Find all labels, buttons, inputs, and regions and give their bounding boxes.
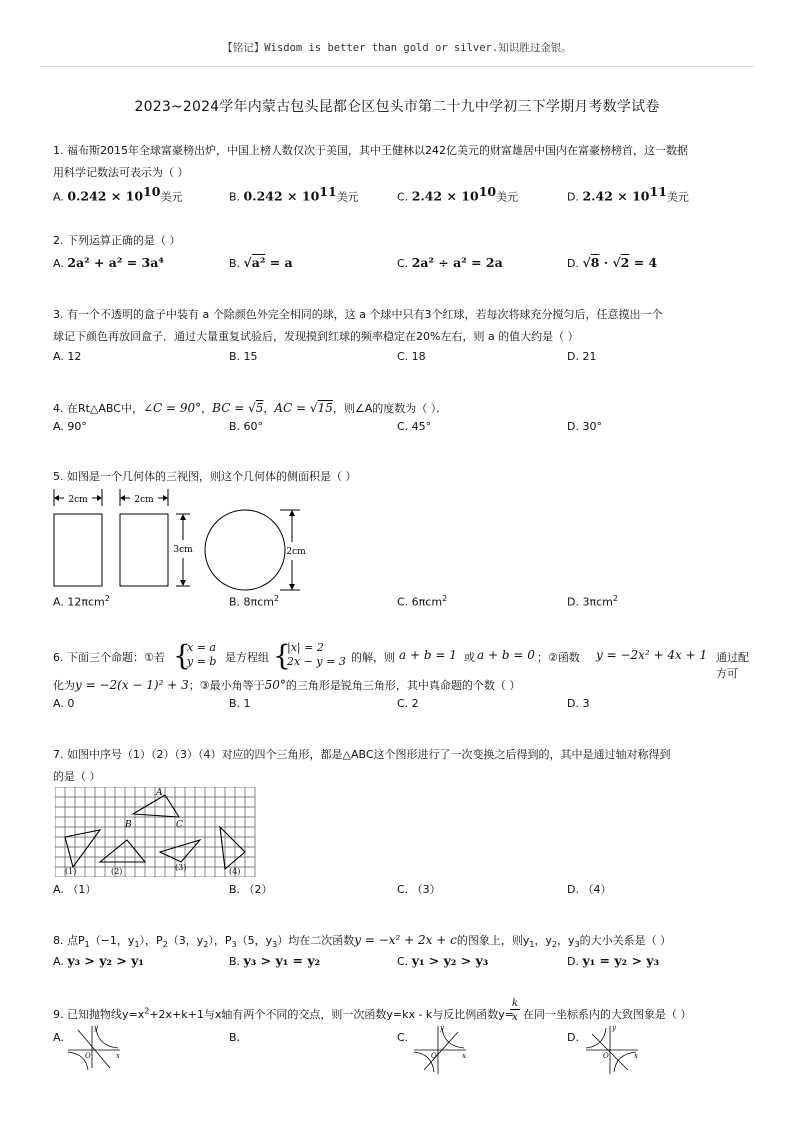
origin-label: O (603, 1052, 609, 1060)
height-label: 3cm (173, 545, 193, 555)
label-2: (2) (111, 867, 123, 876)
question-8: 8. 点$P_1(-1$，$y_1$），$P_2(3$，$y_2$），$P_3(5$，$y_3$）均在二次函数y = −x² + 2x + c的图象上，则$y_1$，$y_2$，$y_3$的大小关系是（ ） (53, 933, 672, 950)
q6-option-c[interactable]: C. 2 (397, 697, 419, 710)
q4-option-b[interactable]: B. 60° (229, 420, 264, 433)
q4-options (53, 420, 743, 440)
vertex-b-label: B (125, 820, 132, 830)
triangle-3 (160, 840, 200, 862)
question-1 (53, 140, 743, 184)
q6-option-a[interactable]: A. 0 (53, 697, 75, 710)
axis-y-label: y (94, 1024, 98, 1032)
q7-option-b[interactable]: B. （2） (229, 883, 273, 896)
q9-graph-a (64, 1022, 124, 1072)
axis-x-label: x (462, 1052, 466, 1060)
q7-line1: 7. 如图中序号（1）（2）（3）（4）对应的四个三角形，都是△ABC这个图形进行了一次变换之后得到的，其中是通过轴对称得到 (53, 748, 671, 761)
side-width-label: 2cm (134, 495, 154, 505)
q8-options (53, 953, 743, 973)
front-width-label: 2cm (68, 495, 88, 505)
question-9: 9. 已知抛物线$y=x^2+2x+k+1$与x轴有两个不同的交点，则一次函数y=kx - k与反比例函数y= k x 在同一坐标系内的大致图象是（ ） (53, 998, 692, 1023)
q3-option-a[interactable]: A. 12 (53, 350, 82, 363)
q3-option-c[interactable]: C. 18 (397, 350, 426, 363)
q3-option-b[interactable]: B. 15 (229, 350, 258, 363)
diameter-label: 2cm (286, 547, 306, 557)
q4-stem: 4. 在Rt△ABC中，∠C = 90°，BC = √5，AC = √15，则∠A的度数为（ ）． (53, 401, 448, 415)
q7-options (53, 881, 743, 901)
q1-options (53, 184, 743, 204)
axis-x-label: x (634, 1052, 638, 1060)
q8-option-c[interactable]: C. y₁ > y₂ > y₃ (397, 953, 489, 968)
vertex-c-label: C (176, 820, 183, 830)
q2-stem: 2. 下列运算正确的是（ ） (53, 234, 181, 247)
q7-option-c[interactable]: C. （3） (397, 883, 441, 896)
q4-option-c[interactable]: C. 45° (397, 420, 432, 433)
q5-options (53, 594, 743, 614)
origin-label: O (431, 1052, 437, 1060)
top-view-circle (205, 510, 285, 590)
q8-option-a[interactable]: A. y₃ > y₂ > y₁ (53, 953, 144, 968)
question-7 (53, 744, 743, 788)
origin-label: O (85, 1052, 91, 1060)
q1-option-c[interactable]: C. $2.42 \times 10^{10}$美元 (397, 184, 519, 204)
q5-option-b[interactable]: B. 8πcm$^2$ (229, 594, 280, 609)
page-title: 2023~2024学年内蒙古包头昆都仑区包头市第二十九中学初三下学期月考数学试卷 (134, 99, 660, 115)
front-view-rect (54, 514, 102, 586)
q5-stem: 5. 如图是一个几何体的三视图，则这个几何体的侧面积是（ ） (53, 470, 357, 483)
triangle-2 (100, 840, 145, 862)
q8-option-d[interactable]: D. y₁ = y₂ > y₃ (567, 953, 660, 968)
q1-line2: 用科学记数法可表示为（ ） (53, 166, 189, 179)
question-2 (53, 230, 743, 252)
three-view-figure (50, 486, 320, 592)
transformation-grid-figure (55, 787, 265, 877)
q9-option-b[interactable]: B. (229, 1031, 241, 1044)
q5-option-c[interactable]: C. 6πcm$^2$ (397, 594, 448, 609)
q3-option-d[interactable]: D. 21 (567, 350, 597, 363)
q1-option-d[interactable]: D. $2.42 \times 10^{11}$美元 (567, 184, 689, 204)
q1-option-a[interactable]: A. $0.242 \times 10^{10}$美元 (53, 184, 183, 204)
question-6-line2: 化为y = −2(x − 1)² + 3；③最小角等于50°的三角形是锐角三角形，其中真命题的个数（ ） (53, 678, 521, 692)
header-divider (40, 66, 754, 67)
q7-option-d[interactable]: D. （4） (567, 883, 612, 896)
q3-options (53, 350, 743, 370)
q2-option-c[interactable]: C. 2a² ÷ a² = 2a (397, 255, 503, 270)
question-6-line1: 6. 下面三个命题：①若 { x = a y = b 是方程组 { |x| = 2 2x − y = 3 的解，则 a + b = 1 或 a + b = 0 ；②函数 y = −2x² + 4x + 1 通过配方可 (53, 639, 749, 680)
q2-options (53, 255, 743, 275)
q9-option-a[interactable]: A. (53, 1031, 64, 1044)
vertex-a-label: A (156, 788, 163, 798)
q7-option-a[interactable]: A. （1） (53, 883, 97, 896)
axis-x-label: x (116, 1052, 120, 1060)
q6-option-b[interactable]: B. 1 (229, 697, 251, 710)
triangle-abc (133, 795, 179, 817)
q7-line2: 的是（ ） (53, 770, 101, 783)
q2-option-d[interactable]: D. √8 · √2 = 4 (567, 255, 658, 270)
question-4 (53, 397, 743, 420)
q1-option-b[interactable]: B. $0.242 \times 10^{11}$美元 (229, 184, 359, 204)
label-3: (3) (175, 863, 187, 872)
q8-option-b[interactable]: B. y₃ > y₁ = y₂ (229, 953, 321, 968)
question-3 (53, 304, 743, 348)
triangle-4 (220, 827, 245, 869)
q6-option-d[interactable]: D. 3 (567, 697, 590, 710)
q2-option-b[interactable]: B. √a² = a (229, 255, 293, 270)
q2-option-a[interactable]: A. 2a² + a² = 3a⁴ (53, 255, 164, 270)
q9-option-c[interactable]: C. (397, 1031, 409, 1044)
q3-line1: 3. 有一个不透明的盒子中装有 a 个除颜色外完全相同的球，这 a 个球中只有3个红球，若每次将球充分搅匀后，任意摸出一个 (53, 308, 663, 321)
q6-options (53, 697, 743, 717)
axis-y-label: y (612, 1024, 616, 1032)
q9-option-d[interactable]: D. (567, 1031, 579, 1044)
q9-graph-c (410, 1022, 470, 1076)
axis-y-label: y (440, 1024, 444, 1032)
q9-graph-d (582, 1022, 642, 1076)
label-1: (1) (65, 867, 77, 876)
motto-banner: 【铭记】Wisdom is better than gold or silver.知识胜过金银。 (222, 42, 572, 54)
q5-option-a[interactable]: A. 12πcm$^2$ (53, 594, 110, 609)
side-view-rect (120, 514, 168, 586)
q1-line1: 1. 福布斯2015年全球富豪榜出炉，中国上榜人数仅次于美国，其中王健林以242亿美元的财富雄居中国内在富豪榜榜首，这一数据 (53, 144, 688, 157)
q4-option-a[interactable]: A. 90° (53, 420, 87, 433)
question-5 (53, 466, 743, 488)
q5-option-d[interactable]: D. 3πcm$^2$ (567, 594, 618, 609)
q3-line2: 球记下颜色再放回盒子．通过大量重复试验后，发现摸到红球的频率稳定在20%左右，则 a 的值大约是（ ） (53, 330, 579, 343)
label-4: (4) (229, 867, 241, 876)
q4-option-d[interactable]: D. 30° (567, 420, 602, 433)
